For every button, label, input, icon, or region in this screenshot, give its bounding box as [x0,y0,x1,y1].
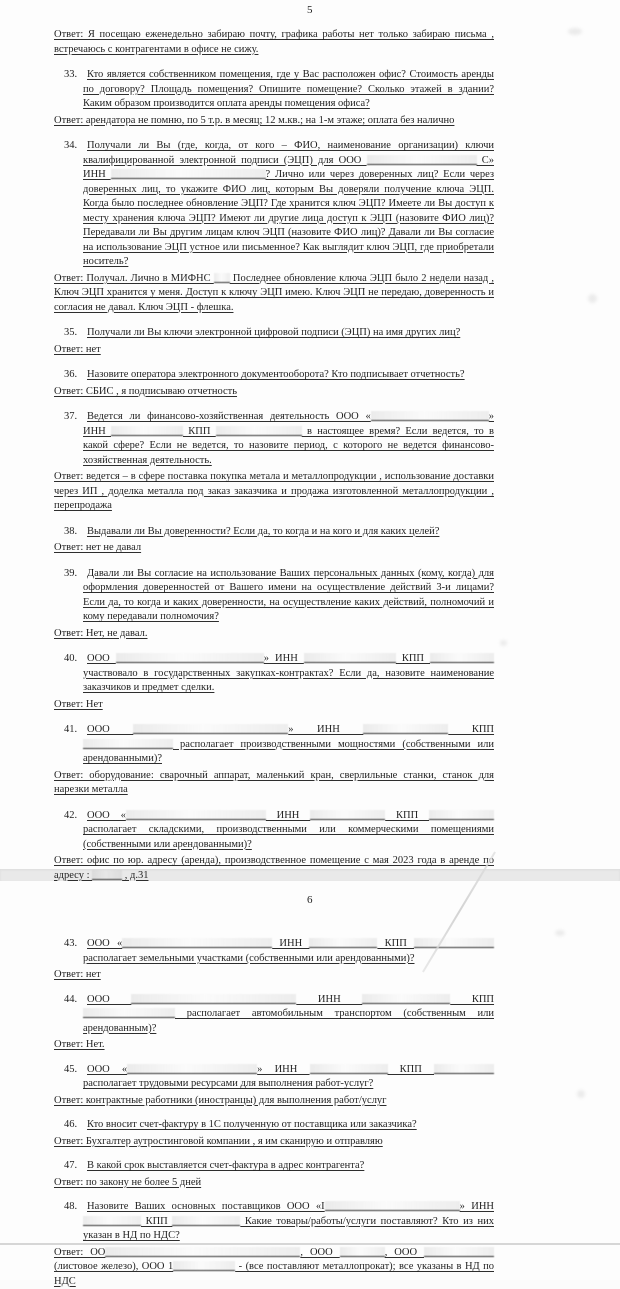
answer-text [54,1176,494,1191]
answer-text [54,1246,494,1289]
answer-text [54,769,494,798]
paragraph-text: В какой срок выставляется счет-фактура в адрес контрагента? [87,1160,364,1171]
answer-text [54,1135,494,1150]
paragraph-text: ООО « ИНН КПП располагает складскими, производственными или коммерческими помещениями (собственными или арендованными)? [83,810,494,850]
answer-text [54,698,494,713]
redaction [310,810,385,820]
redaction [127,1064,257,1074]
question-item [83,326,494,341]
redaction [214,273,230,283]
scan-speck [577,1090,585,1098]
question-number: 48. [64,1200,77,1215]
question-number: 44. [64,993,77,1008]
question-number: 39. [64,567,77,582]
page-number: 6 [0,893,620,908]
question-item [83,993,494,1037]
answer-text [54,114,494,129]
paragraph-text: Ответ: Получал. Лично в МИФНС Последнее обновление ключа ЭЦП было 2 недели назад , Ключ ЭЦП хранится у меня. Доступ к ключу ЭЦП имею. Ключ ЭЦП не передаю, доверенность и согласия не давал. Ключ ЭЦП - флешка. [54,273,494,313]
question-item [83,1200,494,1244]
redaction [83,1008,175,1018]
question-item [83,809,494,853]
redaction [131,994,296,1004]
scan-speck [588,294,597,303]
question-number: 38. [64,525,77,540]
redaction [363,724,448,734]
redaction [105,1247,300,1257]
scan-speck [500,640,507,646]
question-item [83,1118,494,1133]
redaction [122,938,272,948]
page-5-content [54,28,494,883]
question-item [83,567,494,625]
page-6 [0,881,620,1280]
question-item [83,410,494,468]
paragraph-text: Выдавали ли Вы доверенности? Если да, то когда и на кого и для каких целей? [87,526,439,537]
paragraph-text: Ответ: нет не давал [54,542,141,553]
scan-speck [555,930,565,936]
paragraph-text: Ответ: контрактные работники (иностранцы) для выполнения работ/услуг [54,1095,387,1106]
redaction [367,155,477,165]
redaction [173,1261,235,1271]
redaction [216,426,302,436]
answer-text [54,385,494,400]
question-number: 42. [64,809,77,824]
question-item [83,68,494,112]
question-item [83,652,494,696]
paragraph-text: ООО ИНН КПП располагает автомобильным транспортом (собственным или арендованным)? [83,994,494,1034]
answer-text [54,343,494,358]
paragraph-text: Назовите Ваших основных поставщиков ООО «I » ИНН КПП Какие товары/работы/услуги поставляют? Кто из них указан в НД по НДС? [83,1201,494,1241]
question-number: 46. [64,1118,77,1133]
paragraph-text: Давали ли Вы согласие на использование Ваших персональных данных (кому, когда) для оформления доверенностей от Вашего имени на осуществление действий 3-и лицами? Если да, то когда и каких доверенности, на осуществление каких действий, полномочий и кому передавали полномочия? [83,568,494,623]
redaction [430,653,494,663]
paragraph-text: Ответ: Нет, не давал. [54,628,148,639]
scan-edge-line [0,1243,620,1245]
redaction [83,1216,141,1226]
paragraph-text: Ответ: СБИС , я подписываю отчетность [54,386,237,397]
page-number: 5 [0,3,620,18]
scan-speck [568,28,582,35]
question-number: 45. [64,1063,77,1078]
redaction [92,870,122,880]
answer-text [54,272,494,316]
question-number: 47. [64,1159,77,1174]
redaction [434,1064,494,1074]
question-number: 41. [64,723,77,738]
redaction [126,810,266,820]
page-6-content [54,937,494,1289]
redaction [340,1247,385,1257]
paragraph-text: Ответ: ОО , ООО , ООО (листовое железо), ООО 1 - (все поставляют металлопрокат); все указаны в НД по НДС [54,1247,494,1287]
paragraph-text: Кто является собственником помещения, где у Вас расположен офис? Стоимость аренды по договору? Площадь помещения? Опишите помещение? Сколько этажей в здании? Каким образом производится оплата аренды помещения офиса? [83,69,494,109]
redaction [325,1201,460,1211]
redaction [362,994,450,1004]
redaction [304,653,396,663]
question-number: 33. [64,68,77,83]
question-number: 36. [64,368,77,383]
answer-text [54,854,494,883]
redaction [111,169,266,179]
paragraph-text: Ответ: офис по юр. адресу (аренда), производственное помещение с мая 2023 года в аренде по адресу : , д.31 [54,855,494,881]
redaction [309,938,377,948]
paragraph-text: Ответ: Нет. [54,1039,105,1050]
redaction [83,739,173,749]
paragraph-text: ООО « ИНН КПП располагает земельными участками (собственными или арендованными)? [83,938,494,964]
answer-text [54,470,494,514]
answer-text [54,28,494,57]
redaction [111,426,183,436]
paragraph-text: Ответ: Бухгалтер аутростинговой компании , я им сканирую и отправляю [54,1136,383,1147]
question-item [83,1063,494,1092]
question-number: 37. [64,410,77,425]
question-item [83,1159,494,1174]
question-item [83,368,494,383]
answer-text [54,1038,494,1053]
question-item [83,937,494,966]
paragraph-text: Ответ: ведется – в сфере поставка покупка метала и металлопродукции , использование доставки через ИП , доделка металла под заказ заказчика и продажа изготовленной металлопродукции , перепродажа [54,471,494,511]
paragraph-text: Ответ: нет [54,344,101,355]
redaction [429,810,494,820]
paragraph-text: Ответ: Нет [54,699,103,710]
question-item [83,525,494,540]
redaction [424,1247,494,1257]
paragraph-text: Ответ: нет [54,969,101,980]
paragraph-text: ООО » ИНН КПП располагает производственными мощностями (собственными или арендованными)? [83,724,494,764]
question-item [83,139,494,270]
question-number: 43. [64,937,77,952]
paragraph-text: ООО « » ИНН КПП располагает трудовыми ресурсами для выполнения работ-услуг? [83,1064,494,1090]
answer-text [54,1094,494,1109]
answer-text [54,627,494,642]
paragraph-text: Получали ли Вы (где, когда, от кого – ФИО, наименование организации) ключи квалифицированной электронной подписи (ЭЦП) для ООО С» ИНН ? Лично или через доверенных лиц? Если через доверенных лиц, то укажите ФИО лиц, которым Вы доверяли получение ключа ЭЦП. Когда было последнее обновление ЭЦП? Где хранится ключ ЭЦП? Имеете ли Вы доступ к месту хранения ключа ЭЦП? Имеют ли другие лица доступ к ЭЦП (назовите ФИО лиц)? Передавали ли Вы другим лицам ключ ЭЦП (назовите ФИО лиц)? Давали ли Вы согласие на использование ЭЦП устное или письменное? Как выглядит ключ ЭЦП, где приобретали носитель? [83,140,494,267]
paragraph-text: Ведется ли финансово-хозяйственная деятельность ООО « » ИНН КПП в настоящее время? Если ведется, то в какой сфере? Если не ведется, то назовите период, с которого не ведется финансово-хозяйственная деятельность. [83,411,494,466]
redaction [172,1216,240,1226]
answer-text [54,968,494,983]
redaction [371,411,489,421]
paragraph-text: Ответ: оборудование: сварочный аппарат, маленький кран, сверлильные станки, станок для нарезки металла [54,770,494,796]
paragraph-text: Ответ: по закону не более 5 дней [54,1177,201,1188]
question-item [83,723,494,767]
redaction [116,653,264,663]
question-number: 34. [64,139,77,154]
question-number: 40. [64,652,77,667]
paragraph-text: Назовите оператора электронного документооборота? Кто подписывает отчетность? [87,369,465,380]
paragraph-text: Кто вносит счет-фактуру в 1С полученную от поставщика или заказчика? [87,1119,417,1130]
paragraph-text: ООО » ИНН КПП участвовало в государственных закупках-контрактах? Если да, назовите наименование заказчиков и предмет сделки. [83,653,494,693]
redaction [414,938,494,948]
paragraph-text: Ответ: Я посещаю еженедельно забираю почту, графика работы нет только забираю письма , встречаюсь с контрагентами в офисе не сижу. [54,29,494,55]
question-number: 35. [64,326,77,341]
redaction [133,724,288,734]
paragraph-text: Получали ли Вы ключи электронной цифровой подписи (ЭЦП) на имя других лиц? [87,327,460,338]
paragraph-text: Ответ: арендатора не помню, по 5 т.р. в месяц; 12 м.кв.; на 1-м этаже; оплата без налично [54,115,454,126]
answer-text [54,541,494,556]
redaction [310,1064,388,1074]
